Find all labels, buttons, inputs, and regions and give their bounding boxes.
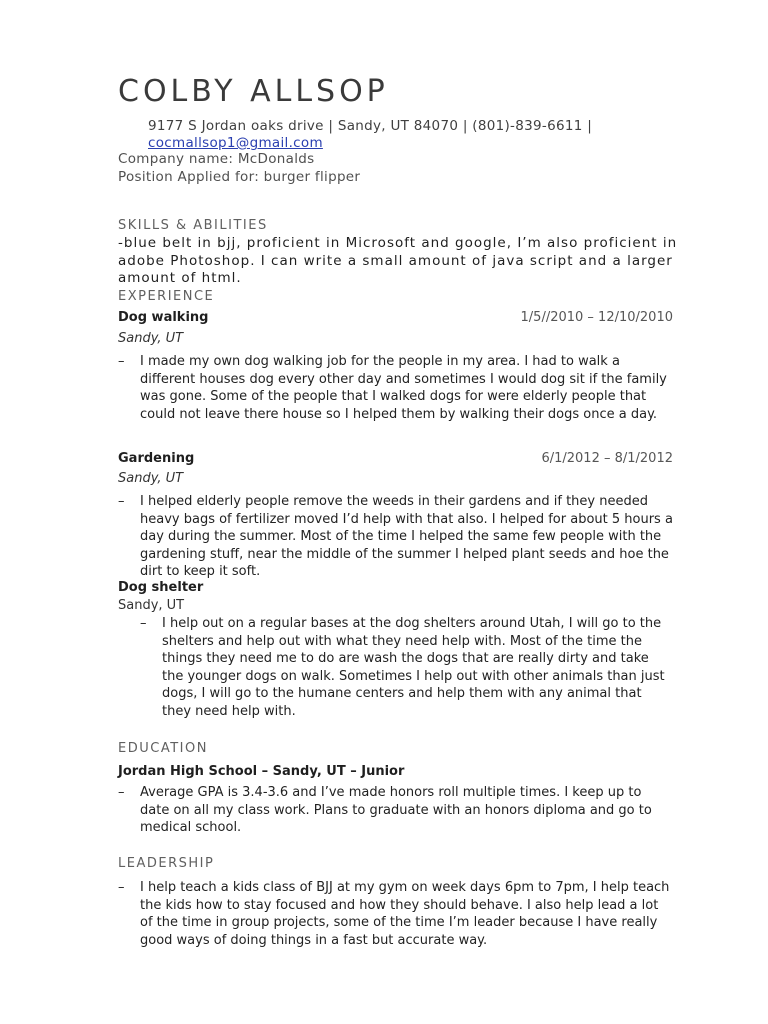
education-description: Average GPA is 3.4-3.6 and I’ve made honors roll multiple times. I keep up to date on all my class work. Plans to graduate with an honors diploma and go to medical school. — [140, 785, 652, 835]
bullet-dash: – — [140, 616, 147, 631]
job-title: Gardening — [118, 451, 195, 466]
job-description: I made my own dog walking job for the people in my area. I had to walk a different houses dog every other day and sometimes I would dog sit if the family was gone. Some of the people that I walked dogs for were elderly people that could not leave there house so I helped them by walking their dogs once a day. — [140, 354, 667, 422]
company-name: Company name: McDonalds — [118, 151, 315, 167]
job-description: I helped elderly people remove the weeds in their gardens and if they needed heavy bags of fertilizer moved I’d help with that also. I helped for about 5 hours a day during the summer. Most of the time I helped the same few people with the gardening stuff, near the middle of the summer I helped plant seeds and hoe the dirt to keep it soft. — [140, 494, 673, 579]
job-location: Sandy, UT — [118, 598, 185, 613]
education-heading: EDUCATION — [118, 741, 208, 756]
contact-info — [148, 118, 668, 152]
leadership-description: I help teach a kids class of BJJ at my gym on week days 6pm to 7pm, I help teach the kids how to stay focused and how they should behave. I also help lead a lot of the time in group projects, some of the time I’m leader because I have really good ways of doing things in a fast but accurate way. — [140, 880, 670, 948]
skills-text: -blue belt in bjj, proficient in Microsoft and google, I’m also proficient in adobe Photoshop. I can write a small amount of java script and a larger amount of html. — [118, 235, 678, 286]
address-line: 9177 S Jordan oaks drive | Sandy, UT 84070 | (801)-839-6611 | — [148, 118, 593, 134]
email-link[interactable]: cocmallsop1@gmail.com — [148, 135, 323, 151]
applicant-name: COLBY ALLSOP — [118, 74, 389, 109]
education-bullet — [118, 784, 673, 837]
skills-heading: SKILLS & ABILITIES — [118, 218, 268, 233]
job-bullet — [118, 493, 673, 581]
job-dates: 6/1/2012 – 8/1/2012 — [541, 451, 673, 466]
position-applied: Position Applied for: burger flipper — [118, 169, 361, 185]
bullet-dash: – — [118, 494, 125, 509]
job-title: Dog shelter — [118, 580, 204, 595]
job-bullet — [140, 615, 673, 720]
leadership-bullet — [118, 879, 673, 949]
job-bullet — [118, 353, 673, 423]
job-dates: 1/5//2010 – 12/10/2010 — [520, 310, 673, 325]
job-description: I help out on a regular bases at the dog shelters around Utah, I will go to the shelters and help out with what they need help with. Most of the time the things they need me to do are wash the dogs that are really dirty and take the younger dogs on walk. Sometimes I help out with other animals than just dogs, I will go to the humane centers and help them with any animal that they need help with. — [162, 616, 665, 719]
job-location: Sandy, UT — [118, 471, 184, 486]
bullet-dash: – — [118, 354, 125, 369]
bullet-dash: – — [118, 785, 125, 800]
school-name: Jordan High School – Sandy, UT – Junior — [118, 764, 405, 779]
job-location: Sandy, UT — [118, 331, 184, 346]
leadership-heading: LEADERSHIP — [118, 856, 215, 871]
job-title: Dog walking — [118, 310, 209, 325]
bullet-dash: – — [118, 880, 125, 895]
experience-heading: EXPERIENCE — [118, 289, 215, 304]
